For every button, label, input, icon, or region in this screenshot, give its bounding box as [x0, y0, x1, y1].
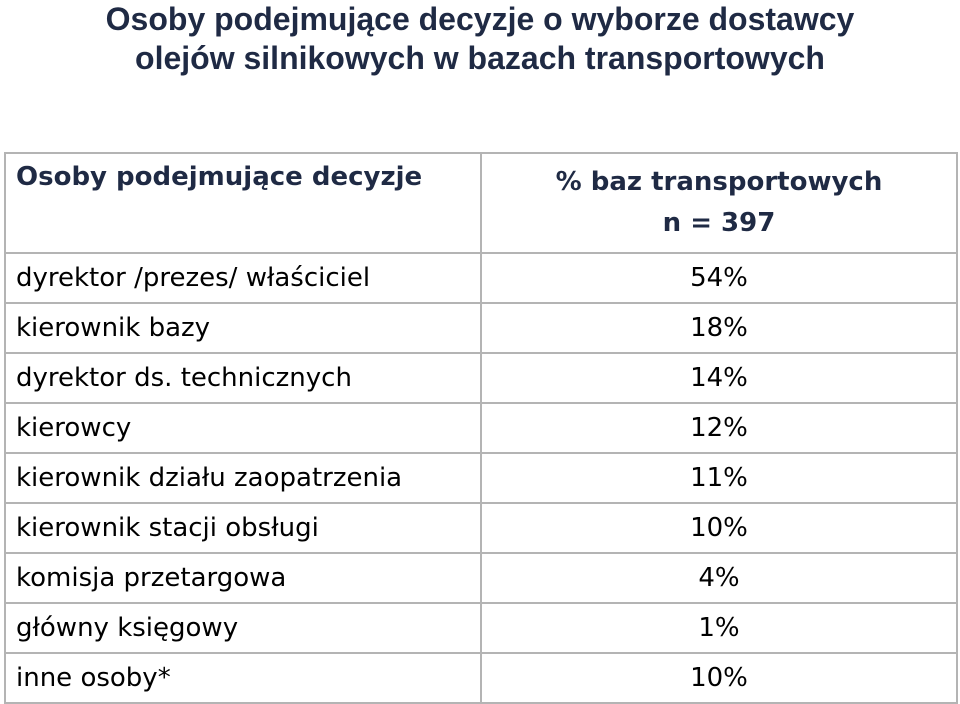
column-header-percent-label: % baz transportowych [555, 167, 883, 197]
row-label: kierownik bazy [5, 303, 481, 353]
row-value: 12% [481, 403, 957, 453]
column-header-sample-size: n = 397 [662, 208, 776, 238]
row-label: dyrektor /prezes/ właściciel [5, 253, 481, 303]
table-row [5, 253, 957, 303]
row-value: 54% [481, 253, 957, 303]
row-label: dyrektor ds. technicznych [5, 353, 481, 403]
page-title [0, 0, 960, 78]
table-header-row [5, 153, 957, 253]
column-header-percent [481, 153, 957, 253]
row-value: 10% [481, 653, 957, 703]
table-row [5, 303, 957, 353]
table-row [5, 603, 957, 653]
table-row [5, 403, 957, 453]
table-row [5, 503, 957, 553]
table-row [5, 553, 957, 603]
page-title-line-2: olejów silnikowych w bazach transportowych [135, 40, 825, 76]
row-label: komisja przetargowa [5, 553, 481, 603]
decision-makers-table [4, 152, 958, 704]
row-label: kierowcy [5, 403, 481, 453]
table-row [5, 653, 957, 703]
row-label: inne osoby* [5, 653, 481, 703]
row-value: 11% [481, 453, 957, 503]
row-value: 14% [481, 353, 957, 403]
table-row [5, 353, 957, 403]
row-label: główny księgowy [5, 603, 481, 653]
row-value: 18% [481, 303, 957, 353]
row-value: 1% [481, 603, 957, 653]
row-value: 10% [481, 503, 957, 553]
page-title-line-1: Osoby podejmujące decyzje o wyborze dostawcy [105, 1, 855, 37]
row-label: kierownik działu zaopatrzenia [5, 453, 481, 503]
row-value: 4% [481, 553, 957, 603]
column-header-decision-makers: Osoby podejmujące decyzje [5, 153, 481, 253]
row-label: kierownik stacji obsługi [5, 503, 481, 553]
table-row [5, 453, 957, 503]
